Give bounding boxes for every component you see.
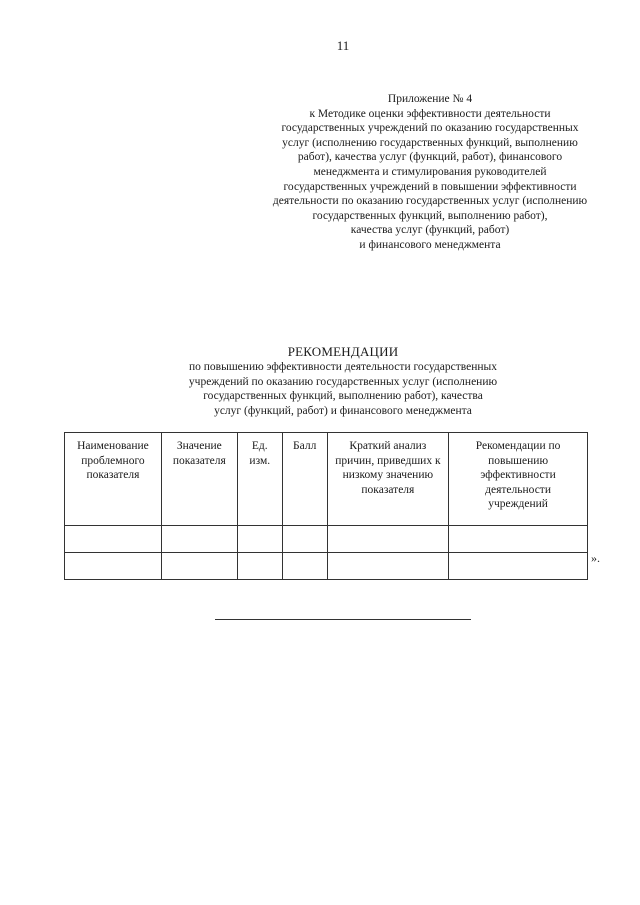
table-cell <box>449 553 588 580</box>
table-cell <box>327 553 449 580</box>
appendix-line: менеджмента и стимулирования руководителей <box>313 165 547 178</box>
table-cell <box>449 526 588 553</box>
table-header-row <box>65 433 588 526</box>
recommendations-table <box>64 432 588 580</box>
title-heading: РЕКОМЕНДАЦИИ <box>287 344 399 359</box>
signature-line <box>215 619 471 620</box>
title-subtitle-line: учреждений по оказанию государственных услуг (исполнению <box>188 375 498 388</box>
table-cell <box>282 526 327 553</box>
table-cell <box>161 526 237 553</box>
column-header-score: Балл <box>282 433 327 526</box>
page-number: 11 <box>336 38 350 53</box>
column-header-indicator-name: Наименование проблемного показателя <box>65 433 162 526</box>
title-subtitle-line: услуг (функций, работ) и финансового менеджмента <box>214 404 472 417</box>
appendix-line: государственных учреждений в повышении эффективности <box>283 180 577 193</box>
appendix-line: к Методике оценки эффективности деятельности <box>309 107 551 120</box>
column-header-unit: Ед. изм. <box>237 433 282 526</box>
title-subtitle-line: по повышению эффективности деятельности государственных <box>188 361 498 373</box>
appendix-line: государственных функций, выполнению работ), <box>312 209 548 222</box>
table-cell <box>65 526 162 553</box>
title-subtitle-line: государственных функций, выполнению работ), качества <box>203 390 483 403</box>
table-row <box>65 526 588 553</box>
column-header-recommendations: Рекомендации по повышению эффективности деятельности учреждений <box>449 433 588 526</box>
appendix-line: и финансового менеджмента <box>359 238 501 251</box>
appendix-line: деятельности по оказанию государственных услуг (исполнению <box>272 195 588 208</box>
table-cell <box>237 553 282 580</box>
table-row <box>65 553 588 580</box>
appendix-line: качества услуг (функций, работ) <box>350 224 510 237</box>
table-cell <box>282 553 327 580</box>
column-header-analysis: Краткий анализ причин, приведших к низкому значению показателя <box>327 433 449 526</box>
appendix-header <box>240 92 620 253</box>
table-cell <box>327 526 449 553</box>
column-header-indicator-value: Значение показателя <box>161 433 237 526</box>
appendix-line: Приложение № 4 <box>387 93 473 105</box>
document-title <box>110 344 576 418</box>
closing-quote-mark: ». <box>591 551 600 565</box>
table-cell <box>65 553 162 580</box>
appendix-line: услуг (исполнению государственных функций, выполнению <box>282 136 578 149</box>
table-cell <box>237 526 282 553</box>
table-cell <box>161 553 237 580</box>
appendix-line: работ), качества услуг (функций, работ), финансового <box>297 151 563 164</box>
appendix-line: государственных учреждений по оказанию государственных <box>281 122 579 135</box>
